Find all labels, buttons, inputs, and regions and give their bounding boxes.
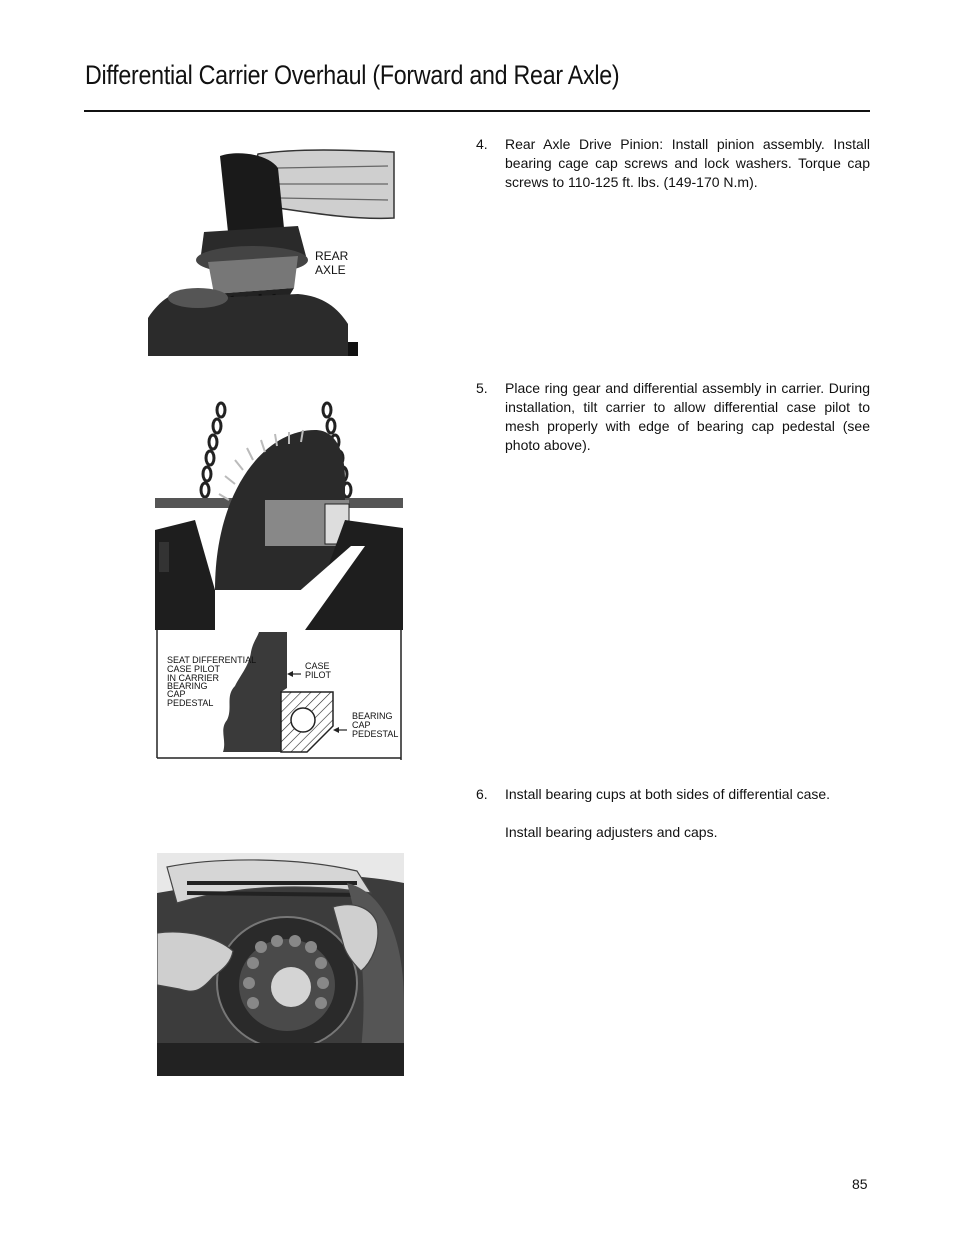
diagram-left-label-4: BEARING (167, 681, 208, 691)
diagram-left-label-2: CASE PILOT (167, 664, 221, 674)
step-5 (476, 379, 870, 455)
step-number: 4. (476, 136, 488, 152)
bearing-cups-photo (157, 853, 404, 1076)
step-text: Place ring gear and differential assembly in carrier. During installation, tilt carrier to allow differential case pilot to mesh properly with edge of bearing cap pedestal (see photo above). (505, 380, 870, 453)
step-number: 5. (476, 380, 488, 396)
step-number: 6. (476, 786, 488, 802)
diagram-left-label-6: PEDESTAL (167, 698, 214, 708)
step-4 (476, 135, 870, 192)
pinion-install-photo (148, 148, 396, 356)
case-pilot-label-2: PILOT (305, 670, 332, 680)
bearing-cap-pedestal-label-3: PEDESTAL (352, 729, 399, 739)
step-text: Rear Axle Drive Pinion: Install pinion assembly. Install bearing cage cap screws and lock washers. Torque cap screws to 110-125 ft. lbs. (149-170 N.m). (505, 136, 870, 190)
bearing-cap-pedestal-label-2: CAP (352, 720, 371, 730)
case-pilot-diagram (155, 630, 403, 762)
rear-axle-label-line2: AXLE (315, 263, 346, 277)
ring-gear-hoist-photo (155, 400, 403, 630)
diagram-left-label-1: SEAT DIFFERENTIAL (167, 655, 257, 665)
step-text: Install bearing cups at both sides of differential case. (505, 786, 831, 802)
title-rule (84, 110, 870, 112)
diagram-left-label-5: CAP (167, 689, 186, 699)
page-title: Differential Carrier Overhaul (Forward and Rear Axle) (85, 60, 620, 90)
page-number: 85 (852, 1176, 868, 1192)
case-pilot-label-1: CASE (305, 661, 330, 671)
step-6 (476, 785, 870, 842)
step-text-secondary: Install bearing adjusters and caps. (505, 824, 718, 840)
bearing-cap-pedestal-label-1: BEARING (352, 711, 393, 721)
rear-axle-label-line1: REAR (315, 249, 349, 263)
diagram-left-label-3: IN CARRIER (167, 673, 220, 683)
